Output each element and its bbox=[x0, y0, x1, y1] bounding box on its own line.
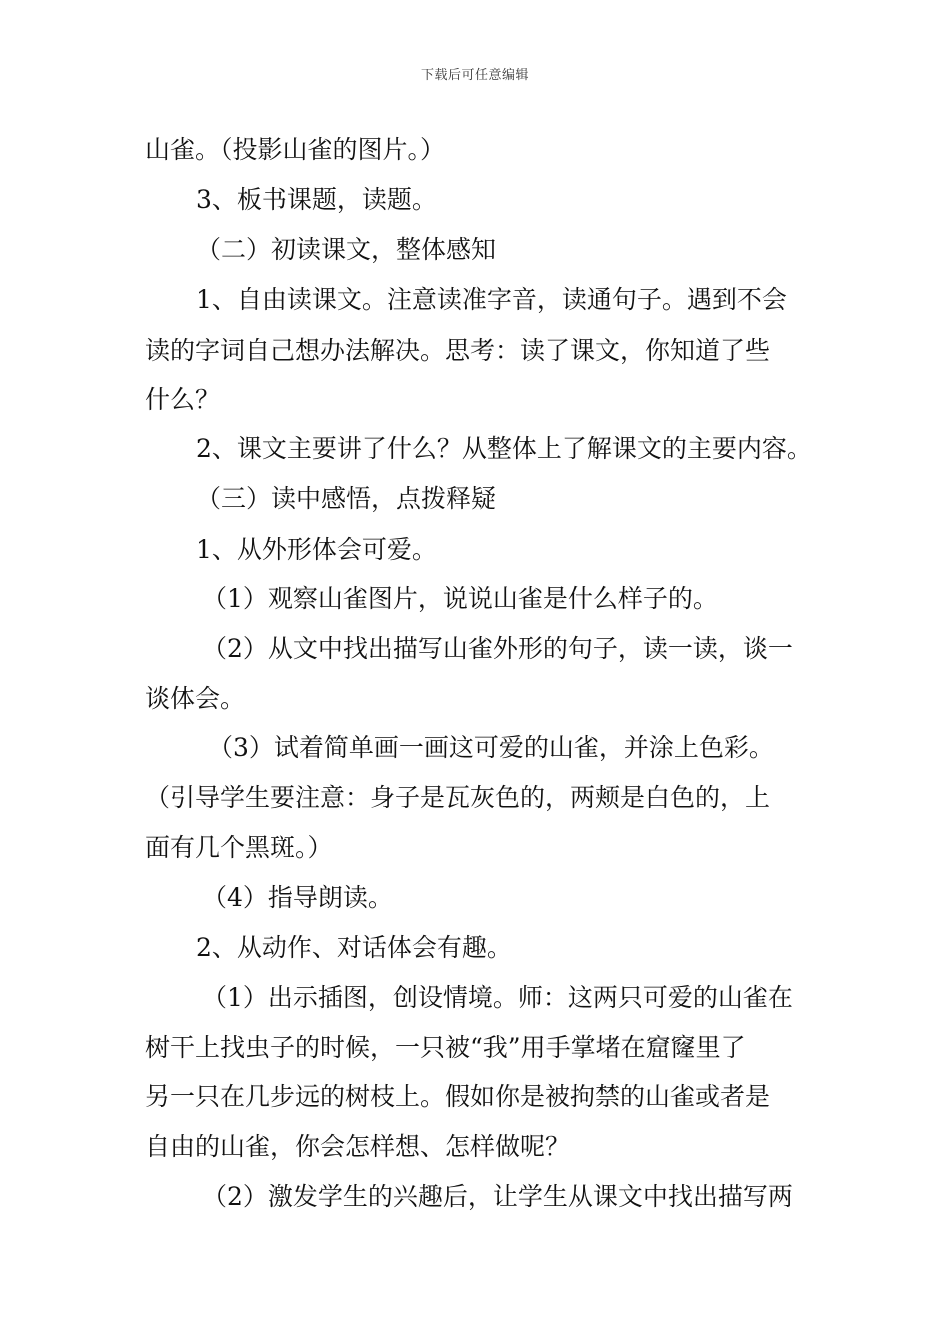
paragraph-line: 2、从动作、对话体会有趣。 bbox=[196, 933, 512, 962]
paragraph-line: （2）从文中找出描写山雀外形的句子，读一读，谈一 bbox=[202, 634, 793, 663]
section-heading: （三）读中感悟，点拨释疑 bbox=[196, 484, 497, 513]
paragraph-line: （引导学生要注意：身子是瓦灰色的，两颊是白色的，上 bbox=[145, 783, 771, 812]
paragraph-line: 1、自由读课文。注意读准字音，读通句子。遇到不会 bbox=[196, 285, 787, 314]
paragraph-line: （3）试着简单画一画这可爱的山雀，并涂上色彩。 bbox=[208, 733, 774, 762]
paragraph-line: 1、从外形体会可爱。 bbox=[196, 535, 437, 564]
paragraph-line: 3、板书课题，读题。 bbox=[196, 185, 437, 214]
paragraph-line: 树干上找虫子的时候，一只被“我”用手掌堵在窟窿里了 bbox=[145, 1033, 746, 1062]
paragraph-line: （2）激发学生的兴趣后，让学生从课文中找出描写两 bbox=[202, 1182, 793, 1211]
paragraph-line: 什么？ bbox=[145, 385, 221, 414]
paragraph-line: 谈体会。 bbox=[145, 684, 246, 713]
paragraph-line: （4）指导朗读。 bbox=[202, 883, 393, 912]
paragraph-line: 另一只在几步远的树枝上。假如你是被拘禁的山雀或者是 bbox=[145, 1082, 771, 1111]
paragraph-line: （1）观察山雀图片，说说山雀是什么样子的。 bbox=[202, 584, 718, 613]
paragraph-line: 读的字词自己想办法解决。思考：读了课文，你知道了些 bbox=[145, 336, 771, 365]
page-header: 下载后可任意编辑 bbox=[420, 68, 529, 83]
paragraph-line: 2、课文主要讲了什么？从整体上了解课文的主要内容。 bbox=[196, 434, 812, 463]
paragraph-line: 面有几个黑斑。） bbox=[145, 833, 333, 862]
paragraph-line: （1）出示插图，创设情境。师：这两只可爱的山雀在 bbox=[202, 983, 793, 1012]
paragraph-line: 自由的山雀，你会怎样想、怎样做呢？ bbox=[145, 1132, 571, 1161]
paragraph-line: 山雀。（投影山雀的图片。） bbox=[145, 135, 446, 164]
section-heading: （二）初读课文，整体感知 bbox=[196, 235, 497, 264]
